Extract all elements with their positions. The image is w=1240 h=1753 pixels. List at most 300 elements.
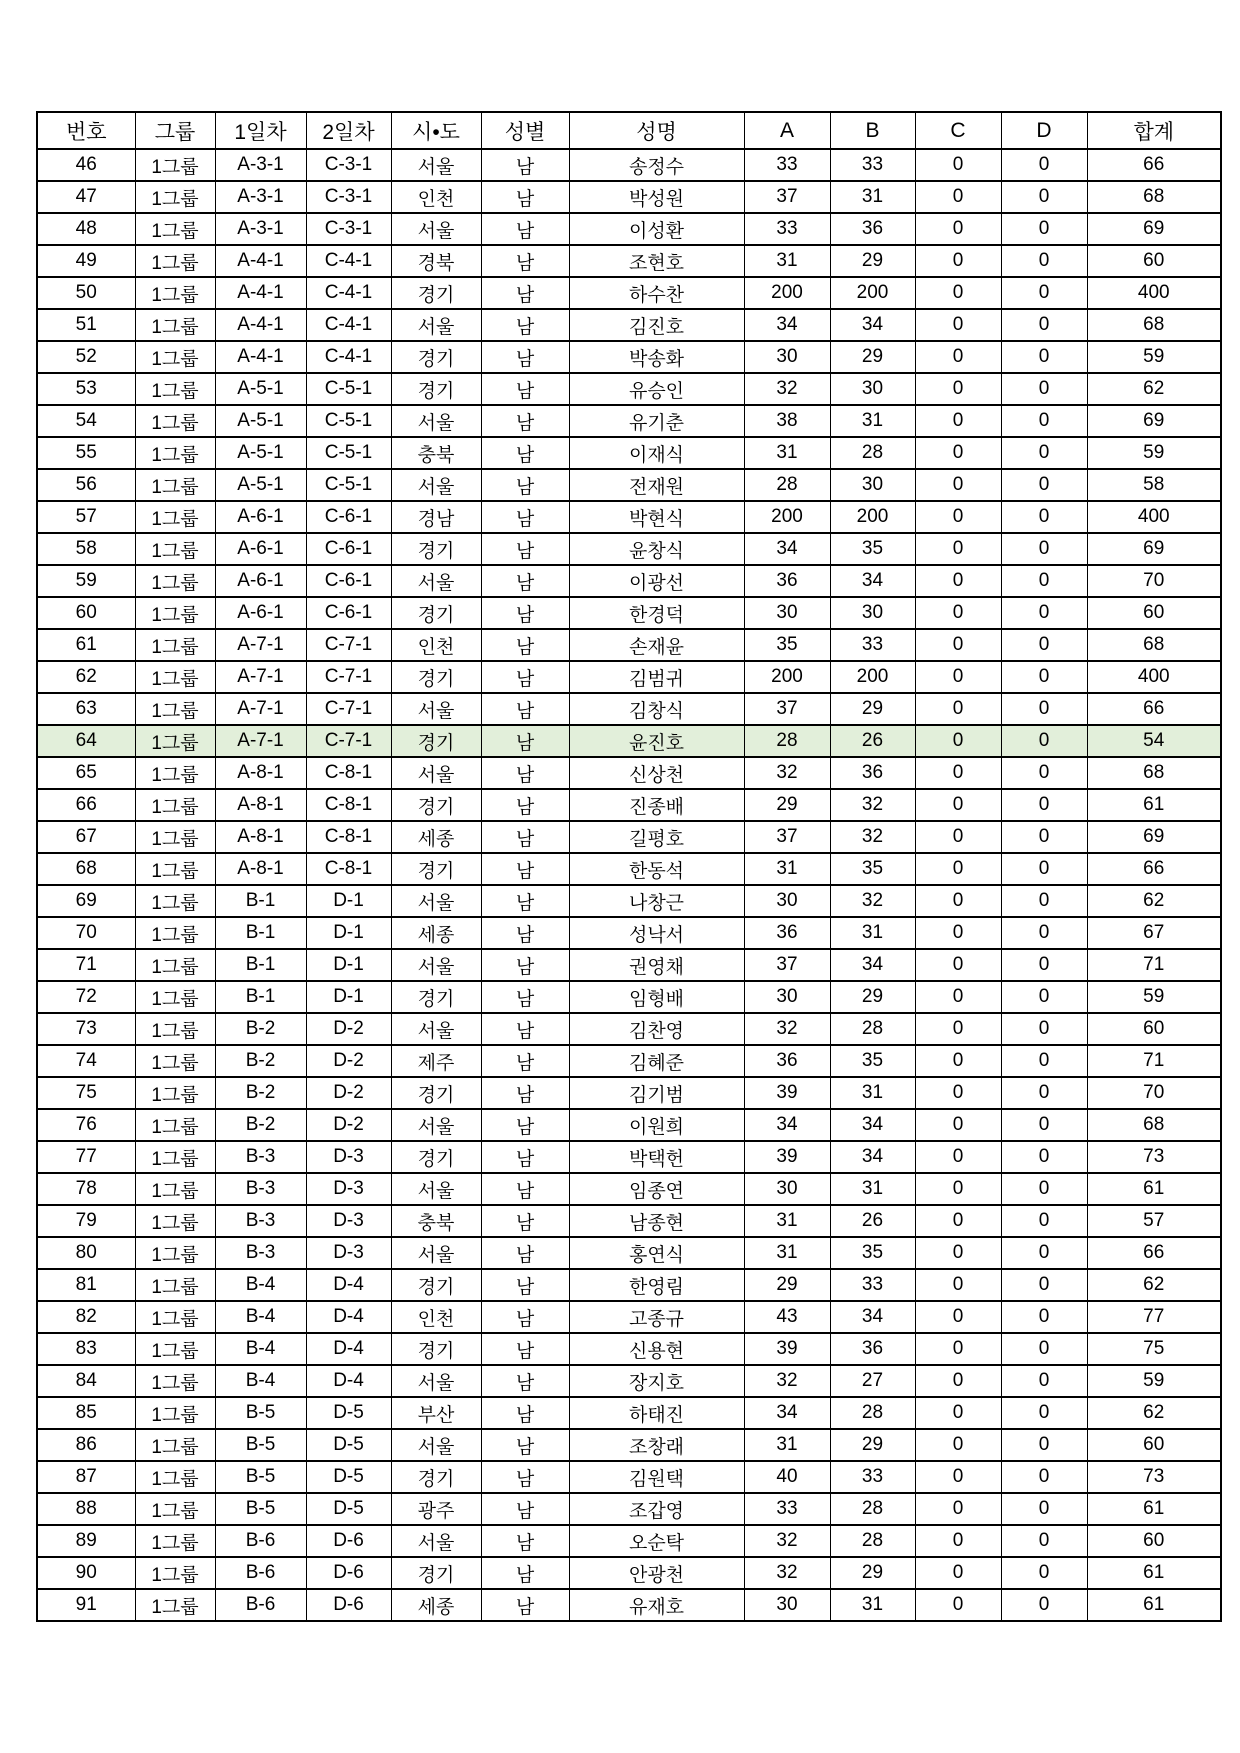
cell-gender: 남 [481,245,569,277]
table-row [37,1525,1221,1557]
cell-a: 30 [744,1173,830,1205]
cell-gender: 남 [481,597,569,629]
cell-no: 84 [37,1365,135,1397]
cell-gender: 남 [481,1173,569,1205]
cell-total: 61 [1087,789,1221,821]
cell-gender: 남 [481,405,569,437]
cell-c: 0 [915,981,1001,1013]
cell-c: 0 [915,1333,1001,1365]
cell-total: 68 [1087,629,1221,661]
cell-d: 0 [1001,725,1087,757]
cell-c: 0 [915,149,1001,181]
cell-gender: 남 [481,693,569,725]
cell-day1: B-4 [215,1269,306,1301]
cell-day2: C-8-1 [306,821,391,853]
cell-name: 유재호 [569,1589,744,1621]
cell-a: 37 [744,693,830,725]
cell-day1: A-5-1 [215,437,306,469]
cell-region: 광주 [391,1493,481,1525]
cell-a: 32 [744,373,830,405]
cell-a: 33 [744,213,830,245]
table-row [37,981,1221,1013]
cell-day1: B-1 [215,949,306,981]
cell-day1: A-5-1 [215,469,306,501]
cell-total: 61 [1087,1173,1221,1205]
cell-group: 1그룹 [135,1269,215,1301]
cell-total: 54 [1087,725,1221,757]
cell-day1: B-4 [215,1301,306,1333]
cell-no: 75 [37,1077,135,1109]
cell-day2: C-3-1 [306,213,391,245]
cell-no: 67 [37,821,135,853]
cell-total: 70 [1087,565,1221,597]
cell-c: 0 [915,917,1001,949]
table-body [37,149,1221,1621]
cell-day2: C-5-1 [306,469,391,501]
cell-b: 33 [830,1461,915,1493]
cell-group: 1그룹 [135,565,215,597]
cell-group: 1그룹 [135,1493,215,1525]
cell-gender: 남 [481,437,569,469]
cell-name: 조현호 [569,245,744,277]
cell-day1: A-7-1 [215,661,306,693]
cell-gender: 남 [481,149,569,181]
cell-d: 0 [1001,1077,1087,1109]
cell-group: 1그룹 [135,661,215,693]
cell-day2: C-8-1 [306,757,391,789]
cell-no: 79 [37,1205,135,1237]
cell-region: 서울 [391,1365,481,1397]
cell-a: 36 [744,565,830,597]
table-row [37,1589,1221,1621]
cell-d: 0 [1001,949,1087,981]
cell-c: 0 [915,949,1001,981]
cell-no: 91 [37,1589,135,1621]
cell-day2: C-8-1 [306,789,391,821]
cell-a: 32 [744,757,830,789]
cell-gender: 남 [481,1205,569,1237]
cell-d: 0 [1001,1493,1087,1525]
cell-no: 61 [37,629,135,661]
cell-day2: D-1 [306,885,391,917]
cell-total: 59 [1087,1365,1221,1397]
cell-no: 74 [37,1045,135,1077]
cell-day1: B-5 [215,1397,306,1429]
cell-d: 0 [1001,213,1087,245]
cell-d: 0 [1001,309,1087,341]
cell-d: 0 [1001,1589,1087,1621]
cell-d: 0 [1001,341,1087,373]
cell-day1: B-4 [215,1333,306,1365]
cell-name: 남종현 [569,1205,744,1237]
cell-b: 28 [830,1493,915,1525]
cell-gender: 남 [481,1301,569,1333]
table-row [37,181,1221,213]
cell-c: 0 [915,405,1001,437]
cell-no: 85 [37,1397,135,1429]
table-row [37,1365,1221,1397]
cell-day1: A-4-1 [215,245,306,277]
cell-region: 경기 [391,373,481,405]
cell-region: 경기 [391,661,481,693]
cell-day1: B-6 [215,1557,306,1589]
column-header-name: 성명 [569,112,744,149]
cell-no: 51 [37,309,135,341]
cell-b: 200 [830,501,915,533]
cell-region: 경기 [391,981,481,1013]
cell-a: 34 [744,309,830,341]
cell-total: 68 [1087,757,1221,789]
cell-a: 34 [744,1109,830,1141]
cell-day1: A-7-1 [215,693,306,725]
cell-total: 400 [1087,661,1221,693]
cell-a: 33 [744,1493,830,1525]
cell-region: 서울 [391,309,481,341]
cell-region: 서울 [391,1109,481,1141]
cell-name: 오순탁 [569,1525,744,1557]
cell-total: 67 [1087,917,1221,949]
cell-day2: D-6 [306,1589,391,1621]
cell-b: 34 [830,1141,915,1173]
cell-no: 72 [37,981,135,1013]
cell-name: 임형배 [569,981,744,1013]
table-row [37,725,1221,757]
cell-name: 김범귀 [569,661,744,693]
cell-name: 윤창식 [569,533,744,565]
cell-a: 38 [744,405,830,437]
cell-gender: 남 [481,661,569,693]
cell-a: 34 [744,533,830,565]
column-header-gender: 성별 [481,112,569,149]
table-row [37,1269,1221,1301]
cell-c: 0 [915,277,1001,309]
table-row [37,1205,1221,1237]
cell-d: 0 [1001,821,1087,853]
cell-no: 86 [37,1429,135,1461]
table-row [37,597,1221,629]
cell-d: 0 [1001,693,1087,725]
cell-c: 0 [915,309,1001,341]
cell-group: 1그룹 [135,853,215,885]
cell-no: 76 [37,1109,135,1141]
cell-day2: D-4 [306,1365,391,1397]
cell-a: 36 [744,917,830,949]
cell-day2: D-2 [306,1077,391,1109]
cell-b: 29 [830,341,915,373]
cell-day1: B-5 [215,1493,306,1525]
cell-a: 200 [744,277,830,309]
cell-b: 29 [830,981,915,1013]
cell-gender: 남 [481,1045,569,1077]
cell-a: 30 [744,341,830,373]
cell-c: 0 [915,597,1001,629]
cell-b: 31 [830,1077,915,1109]
cell-day1: B-5 [215,1461,306,1493]
cell-day2: D-1 [306,917,391,949]
cell-day1: A-4-1 [215,309,306,341]
cell-gender: 남 [481,373,569,405]
cell-c: 0 [915,1205,1001,1237]
cell-group: 1그룹 [135,533,215,565]
cell-gender: 남 [481,1333,569,1365]
cell-region: 경남 [391,501,481,533]
cell-region: 서울 [391,149,481,181]
cell-group: 1그룹 [135,1237,215,1269]
cell-c: 0 [915,1365,1001,1397]
cell-no: 81 [37,1269,135,1301]
cell-total: 66 [1087,1237,1221,1269]
cell-gender: 남 [481,725,569,757]
cell-b: 33 [830,1269,915,1301]
cell-c: 0 [915,1397,1001,1429]
cell-d: 0 [1001,1365,1087,1397]
cell-day2: D-4 [306,1333,391,1365]
cell-name: 한영림 [569,1269,744,1301]
cell-day1: A-4-1 [215,341,306,373]
cell-group: 1그룹 [135,981,215,1013]
cell-b: 29 [830,693,915,725]
cell-day1: A-3-1 [215,213,306,245]
cell-c: 0 [915,1301,1001,1333]
cell-day2: C-7-1 [306,629,391,661]
cell-gender: 남 [481,1589,569,1621]
cell-region: 경기 [391,277,481,309]
column-header-no: 번호 [37,112,135,149]
cell-total: 69 [1087,405,1221,437]
cell-b: 31 [830,917,915,949]
cell-b: 36 [830,1333,915,1365]
cell-a: 30 [744,885,830,917]
cell-no: 82 [37,1301,135,1333]
cell-gender: 남 [481,885,569,917]
cell-gender: 남 [481,213,569,245]
cell-day1: B-6 [215,1525,306,1557]
cell-region: 경기 [391,1557,481,1589]
cell-gender: 남 [481,1237,569,1269]
table-row [37,917,1221,949]
cell-region: 경기 [391,789,481,821]
cell-b: 30 [830,469,915,501]
cell-a: 30 [744,597,830,629]
cell-name: 나창근 [569,885,744,917]
cell-region: 인천 [391,181,481,213]
cell-total: 60 [1087,245,1221,277]
cell-d: 0 [1001,565,1087,597]
cell-total: 62 [1087,373,1221,405]
cell-region: 서울 [391,565,481,597]
cell-no: 80 [37,1237,135,1269]
cell-total: 59 [1087,981,1221,1013]
cell-total: 66 [1087,853,1221,885]
cell-c: 0 [915,789,1001,821]
cell-gender: 남 [481,1141,569,1173]
column-header-c: C [915,112,1001,149]
table-row [37,1077,1221,1109]
cell-day2: D-4 [306,1269,391,1301]
cell-region: 서울 [391,405,481,437]
cell-b: 34 [830,309,915,341]
cell-day1: A-5-1 [215,405,306,437]
cell-region: 충북 [391,1205,481,1237]
cell-b: 33 [830,149,915,181]
table-row [37,437,1221,469]
cell-total: 59 [1087,341,1221,373]
cell-total: 60 [1087,597,1221,629]
table-row [37,1013,1221,1045]
cell-gender: 남 [481,1077,569,1109]
cell-day2: C-4-1 [306,341,391,373]
cell-c: 0 [915,757,1001,789]
cell-day2: C-7-1 [306,661,391,693]
cell-day2: C-6-1 [306,501,391,533]
cell-region: 서울 [391,1173,481,1205]
cell-gender: 남 [481,1365,569,1397]
cell-day1: B-1 [215,917,306,949]
cell-region: 경기 [391,533,481,565]
cell-day1: B-2 [215,1045,306,1077]
cell-a: 31 [744,1205,830,1237]
cell-b: 31 [830,1173,915,1205]
cell-day2: C-3-1 [306,181,391,213]
cell-gender: 남 [481,1557,569,1589]
cell-region: 서울 [391,949,481,981]
cell-region: 제주 [391,1045,481,1077]
cell-group: 1그룹 [135,1397,215,1429]
table-row [37,1461,1221,1493]
cell-name: 신상천 [569,757,744,789]
cell-b: 35 [830,533,915,565]
cell-a: 32 [744,1557,830,1589]
table-row [37,213,1221,245]
cell-b: 30 [830,597,915,629]
cell-c: 0 [915,213,1001,245]
cell-c: 0 [915,1173,1001,1205]
table-row [37,1237,1221,1269]
cell-name: 전재원 [569,469,744,501]
cell-d: 0 [1001,469,1087,501]
cell-b: 28 [830,1525,915,1557]
cell-no: 48 [37,213,135,245]
cell-no: 87 [37,1461,135,1493]
cell-name: 이재식 [569,437,744,469]
cell-region: 경기 [391,1269,481,1301]
cell-d: 0 [1001,853,1087,885]
cell-total: 61 [1087,1557,1221,1589]
cell-no: 63 [37,693,135,725]
cell-no: 60 [37,597,135,629]
cell-name: 한경덕 [569,597,744,629]
cell-no: 57 [37,501,135,533]
cell-name: 장지호 [569,1365,744,1397]
cell-a: 39 [744,1141,830,1173]
cell-name: 진종배 [569,789,744,821]
cell-name: 안광천 [569,1557,744,1589]
cell-day2: C-5-1 [306,405,391,437]
cell-b: 32 [830,885,915,917]
table-row [37,341,1221,373]
cell-a: 31 [744,853,830,885]
cell-d: 0 [1001,405,1087,437]
cell-no: 71 [37,949,135,981]
cell-a: 34 [744,1397,830,1429]
cell-group: 1그룹 [135,1461,215,1493]
cell-d: 0 [1001,181,1087,213]
cell-total: 68 [1087,309,1221,341]
cell-day1: A-8-1 [215,821,306,853]
cell-d: 0 [1001,1269,1087,1301]
cell-c: 0 [915,501,1001,533]
cell-a: 200 [744,661,830,693]
table-row [37,405,1221,437]
cell-gender: 남 [481,821,569,853]
cell-b: 29 [830,1429,915,1461]
cell-gender: 남 [481,981,569,1013]
cell-gender: 남 [481,341,569,373]
cell-b: 26 [830,725,915,757]
cell-name: 신용현 [569,1333,744,1365]
cell-day1: B-3 [215,1205,306,1237]
cell-d: 0 [1001,1013,1087,1045]
score-table [36,111,1222,1622]
cell-group: 1그룹 [135,245,215,277]
cell-a: 32 [744,1365,830,1397]
cell-day1: B-4 [215,1365,306,1397]
cell-day1: A-6-1 [215,501,306,533]
cell-b: 34 [830,565,915,597]
cell-b: 31 [830,405,915,437]
cell-d: 0 [1001,885,1087,917]
cell-day1: B-3 [215,1237,306,1269]
cell-group: 1그룹 [135,1109,215,1141]
cell-no: 65 [37,757,135,789]
cell-gender: 남 [481,1013,569,1045]
cell-c: 0 [915,1109,1001,1141]
table-row [37,1301,1221,1333]
cell-total: 58 [1087,469,1221,501]
table-row [37,949,1221,981]
cell-b: 36 [830,213,915,245]
cell-day2: D-1 [306,981,391,1013]
cell-total: 60 [1087,1013,1221,1045]
cell-c: 0 [915,245,1001,277]
cell-day1: B-1 [215,885,306,917]
cell-total: 62 [1087,1397,1221,1429]
cell-total: 60 [1087,1429,1221,1461]
cell-c: 0 [915,1429,1001,1461]
cell-total: 69 [1087,533,1221,565]
cell-day2: D-6 [306,1525,391,1557]
cell-group: 1그룹 [135,1013,215,1045]
cell-day1: A-6-1 [215,533,306,565]
cell-no: 50 [37,277,135,309]
table-row [37,853,1221,885]
cell-day2: D-5 [306,1397,391,1429]
cell-gender: 남 [481,757,569,789]
cell-gender: 남 [481,501,569,533]
cell-name: 유승인 [569,373,744,405]
cell-d: 0 [1001,1205,1087,1237]
cell-gender: 남 [481,629,569,661]
column-header-region: 시•도 [391,112,481,149]
cell-gender: 남 [481,277,569,309]
cell-name: 김진호 [569,309,744,341]
table-row [37,373,1221,405]
column-header-total: 합계 [1087,112,1221,149]
cell-no: 70 [37,917,135,949]
cell-name: 김기범 [569,1077,744,1109]
cell-a: 33 [744,149,830,181]
cell-b: 35 [830,1237,915,1269]
